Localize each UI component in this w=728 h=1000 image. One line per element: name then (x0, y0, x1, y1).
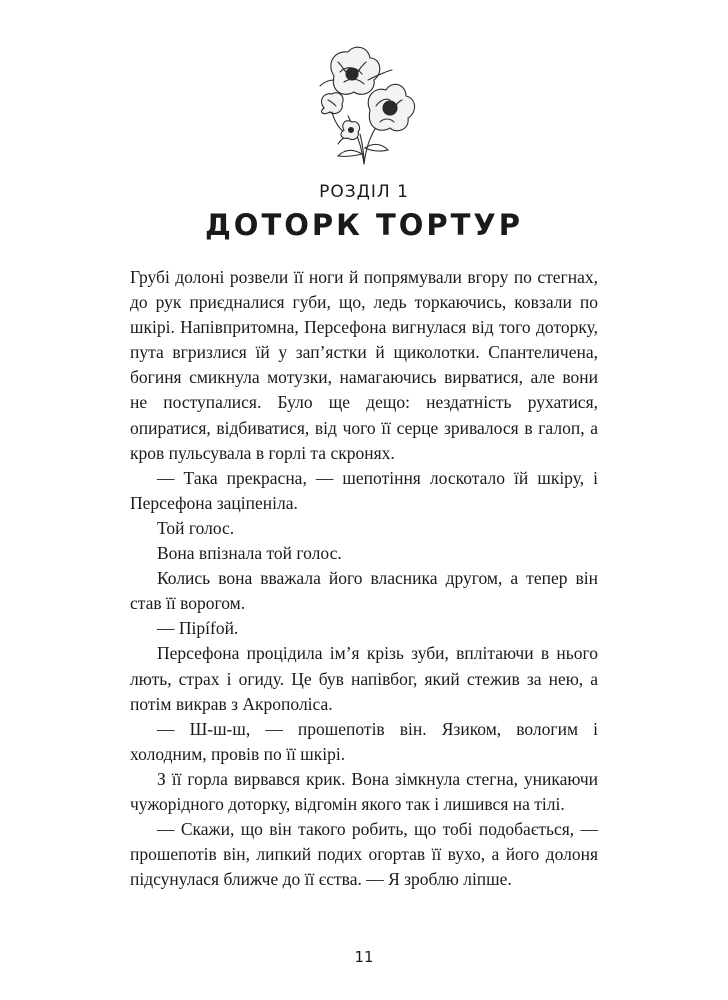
paragraph: — Така прекрасна, — шепотіння лоскотало їй шкіру, і Персефона заціпеніла. (130, 467, 598, 513)
chapter-body (130, 265, 598, 892)
poppy-flowers-icon (304, 36, 424, 168)
paragraph: Вона впізнала той голос. (157, 543, 342, 564)
chapter-title: ДОТОРК ТОРТУР (204, 208, 524, 242)
paragraph: З її горла вирвався крик. Вона зімкнула стегна, уникаючи чужорідного доторку, відгомін якого так і лишився на тілі. (130, 768, 598, 814)
page-number: 11 (354, 948, 374, 966)
paragraph: — Пірífой. (157, 618, 239, 639)
paragraph: — Ш-ш-ш, — прошепотів він. Язиком, вологим і холодним, провів по її шкірі. (130, 718, 598, 764)
chapter-label: РОЗДІЛ 1 (319, 182, 409, 202)
paragraph: Той голос. (157, 517, 235, 538)
paragraph: — Скажи, що він такого робить, що тобі подобається, — прошепотів він, липкий подих огортав її вухо, а його долоня підсунулася ближче до її єства. — Я зроблю ліпше. (130, 819, 598, 890)
paragraph: Колись вона вважала його власника другом, а тепер він став її ворогом. (130, 568, 598, 614)
paragraph: Персефона процідила ім’я крізь зуби, вплітаючи в нього лють, страх і огиду. Це був напівбог, який стежив за нею, а потім викрав з Акрополіса. (130, 643, 598, 714)
paragraph: Грубі долоні розвели її ноги й попрямували вгору по стегнах, до рук приєдналися губи, що, ледь торкаючись, ковзали по шкірі. Напівпритомна, Персефона вигнулася від того доторку, пута вгризлися їй у зап’ястки й щиколотки. Спантеличена, богиня смикнула мотузки, намагаючись вирватися, але вони не поступалися. Було ще дещо: нездатність рухатися, опиратися, відбиватися, від чого її серце зривалося в галоп, а кров пульсувала в горлі та скронях. (130, 267, 598, 463)
